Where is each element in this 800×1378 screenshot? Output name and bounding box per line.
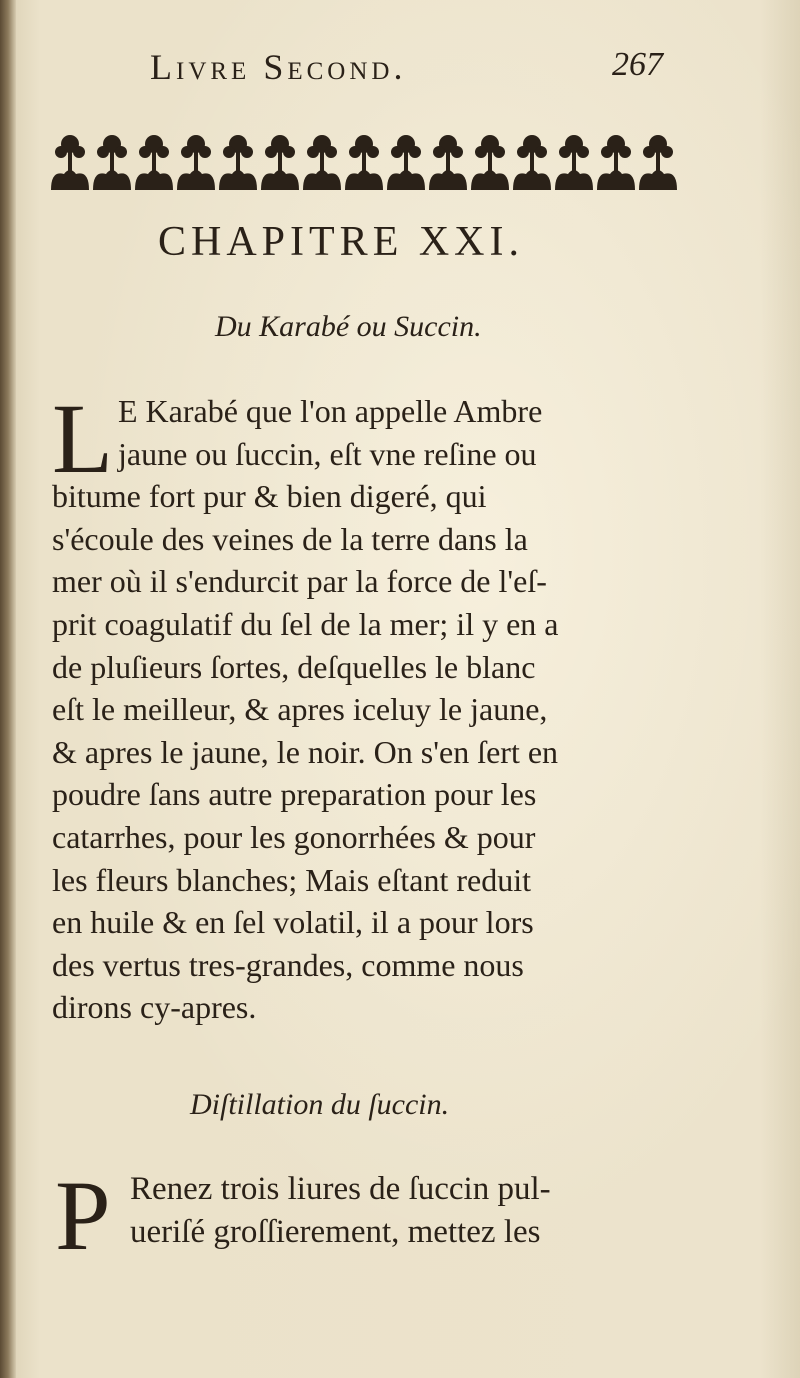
running-head: Livre Second. (150, 47, 407, 87)
body-line: les fleurs blanches; Mais eſtant reduit (52, 861, 531, 898)
section-title: Diſtillation du ſuccin. (190, 1088, 450, 1121)
body-line: ueriſé groſſierement, mettez les (130, 1213, 541, 1250)
body-line: eſt le meilleur, & apres iceluy le jaune, (52, 691, 548, 728)
fleuron-icon (93, 135, 131, 190)
fleuron-icon (471, 135, 509, 190)
chapter-title: CHAPITRE XXI. (158, 219, 524, 265)
fleuron-icon (219, 135, 257, 190)
body-line: E Karabé que l'on appelle Ambre (118, 393, 543, 429)
body-line: prit coagulatif du ſel de la mer; il y en a (52, 605, 559, 642)
chapter-body-text (52, 383, 688, 1029)
body-line: poudre ſans autre preparation pour les (52, 776, 537, 813)
fleuron-icon (597, 135, 635, 190)
fleuron-ornament-band (50, 130, 678, 192)
body-line: dirons cy-apres. (52, 989, 257, 1026)
body-line: en huile & en ſel volatil, il a pour lors (52, 904, 534, 941)
body-line: s'écoule des veines de la terre dans la (52, 520, 528, 557)
body-line: bitume fort pur & bien digeré, qui (52, 478, 487, 515)
fleuron-icon (555, 135, 593, 190)
body-line: des vertus tres-grandes, comme nous (52, 946, 524, 983)
fleuron-icon (345, 135, 383, 190)
body-line: de pluſieurs ſortes, deſquelles le blanc (52, 648, 536, 685)
chapter-subtitle: Du Karabé ou Succin. (215, 310, 482, 343)
page-number: 267 (612, 46, 663, 83)
page-gutter (0, 0, 16, 1378)
drop-capital: P (55, 1160, 111, 1271)
fleuron-icon (177, 135, 215, 190)
fleuron-icon (303, 135, 341, 190)
fleuron-icon (261, 135, 299, 190)
fleuron-icon (51, 135, 89, 190)
fleuron-icon (513, 135, 551, 190)
drop-capital: L (52, 383, 114, 494)
body-line: Renez trois liures de ſuccin pul- (130, 1171, 551, 1207)
fleuron-icon (639, 135, 677, 190)
body-line: jaune ou ſuccin, eſt vne reſine ou (118, 435, 537, 472)
fleuron-icon (135, 135, 173, 190)
body-line: catarrhes, pour les gonorrhées & pour (52, 818, 536, 855)
body-line: mer où il s'endurcit par la force de l'eſ- (52, 563, 547, 600)
fleuron-icon (387, 135, 425, 190)
fleuron-icon (429, 135, 467, 190)
section-body-text (130, 1168, 690, 1253)
body-line: & apres le jaune, le noir. On s'en ſert en (52, 733, 559, 770)
